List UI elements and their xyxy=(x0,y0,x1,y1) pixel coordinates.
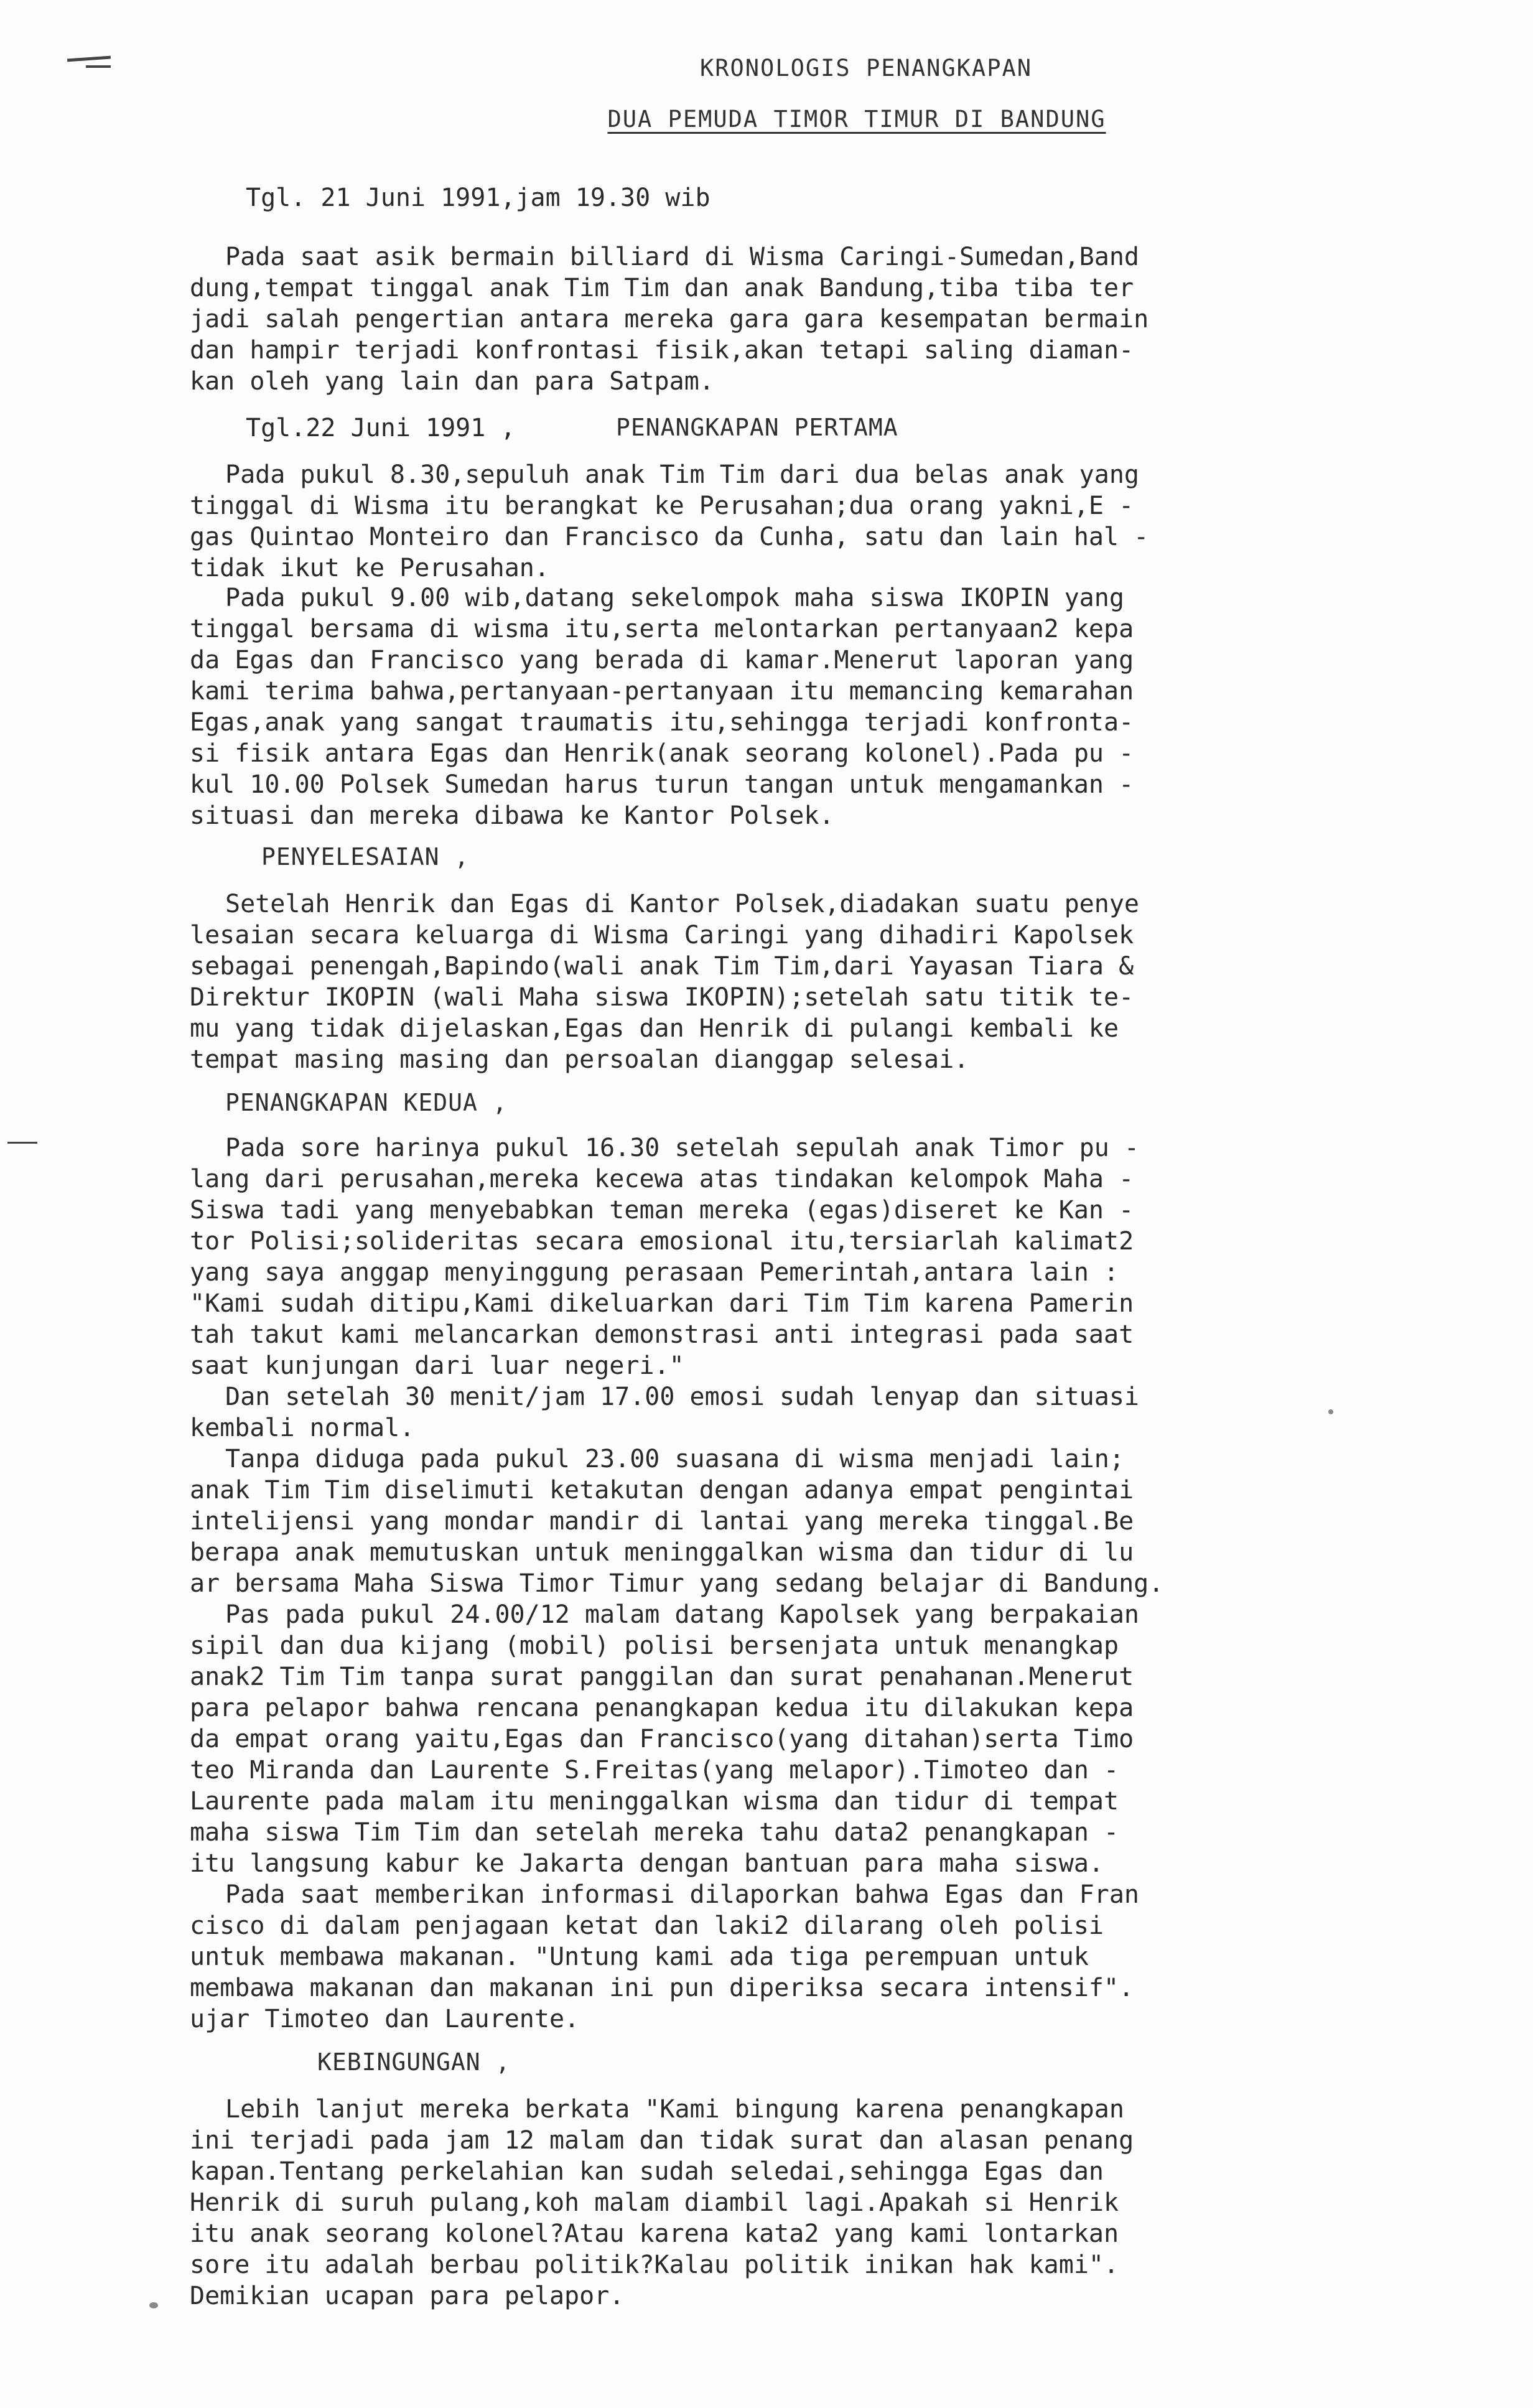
penyelesaian-line: mu yang tidak dijelaskan,Egas dan Henrik di pulangi kembali ke xyxy=(190,1014,1119,1043)
penyelesaian-line: lesaian secara keluarga di Wisma Caringi yang dihadiri Kapolsek xyxy=(190,921,1134,950)
kedua-line: Pada sore harinya pukul 16.30 setelah sepulah anak Timor pu - xyxy=(225,1134,1140,1162)
kedua-line: sipil dan dua kijang (mobil) polisi bersenjata untuk menangkap xyxy=(190,1631,1119,1660)
kedua-line: itu langsung kabur ke Jakarta dengan bantuan para maha siswa. xyxy=(190,1849,1104,1878)
kebingungan-line: Demikian ucapan para pelapor. xyxy=(190,2282,625,2310)
kedua-line: Dan setelah 30 menit/jam 17.00 emosi sudah lenyap dan situasi xyxy=(225,1383,1140,1411)
margin-speck xyxy=(1328,1409,1333,1414)
kedua-line: maha siswa Tim Tim dan setelah mereka tahu data2 penangkapan - xyxy=(190,1818,1119,1847)
document-subtitle: DUA PEMUDA TIMOR TIMUR DI BANDUNG xyxy=(607,106,1106,133)
kedua-line: ar bersama Maha Siswa Timor Timur yang sedang belajar di Bandung. xyxy=(190,1569,1164,1598)
penyelesaian-line: tempat masing masing dan persoalan dianggap selesai. xyxy=(190,1045,969,1074)
entry1-line: jadi salah pengertian antara mereka gara gara kesempatan bermain xyxy=(190,305,1149,334)
penyelesaian-line: Setelah Henrik dan Egas di Kantor Polsek,diadakan suatu penye xyxy=(225,890,1140,918)
kedua-line: Siswa tadi yang menyebabkan teman mereka (egas)diseret ke Kan - xyxy=(190,1196,1134,1225)
kedua-line: untuk membawa makanan. "Untung kami ada tiga perempuan untuk xyxy=(190,1943,1089,1971)
kedua-line: saat kunjungan dari luar negeri." xyxy=(190,1351,684,1380)
kedua-line: cisco di dalam penjagaan ketat dan laki2 dilarang oleh polisi xyxy=(190,1911,1104,1940)
entry2-line: da Egas dan Francisco yang berada di kamar.Menerut laporan yang xyxy=(190,646,1134,674)
kedua-line: Pada saat memberikan informasi dilaporkan bahwa Egas dan Fran xyxy=(225,1880,1140,1909)
kebingungan-line: itu anak seorang kolonel?Atau karena kata2 yang kami lontarkan xyxy=(190,2219,1119,2248)
kebingungan-line: Henrik di suruh pulang,koh malam diambil lagi.Apakah si Henrik xyxy=(190,2188,1119,2217)
kedua-line: intelijensi yang mondar mandir di lantai yang mereka tinggal.Be xyxy=(190,1507,1134,1536)
entry1-line: dung,tempat tinggal anak Tim Tim dan anak Bandung,tiba tiba ter xyxy=(190,274,1134,302)
penyelesaian-line: Direktur IKOPIN (wali Maha siswa IKOPIN);setelah satu titik te- xyxy=(190,983,1134,1012)
entry2-date: Tgl.22 Juni 1991 , xyxy=(246,414,516,442)
kedua-line: Pas pada pukul 24.00/12 malam datang Kapolsek yang berpakaian xyxy=(225,1600,1140,1629)
penyelesaian-heading: PENYELESAIAN , xyxy=(261,843,470,870)
kedua-line: anak Tim Tim diselimuti ketakutan dengan adanya empat pengintai xyxy=(190,1476,1134,1505)
entry2-line: Pada pukul 9.00 wib,datang sekelompok maha siswa IKOPIN yang xyxy=(225,584,1124,612)
entry2-line: situasi dan mereka dibawa ke Kantor Polsek. xyxy=(190,801,834,830)
entry2-line: tinggal di Wisma itu berangkat ke Perusahan;dua orang yakni,E - xyxy=(190,492,1134,520)
kebingungan-line: ini terjadi pada jam 12 malam dan tidak surat dan alasan penang xyxy=(190,2126,1134,2155)
entry2-heading: PENANGKAPAN PERTAMA xyxy=(616,414,898,441)
kedua-line: tah takut kami melancarkan demonstrasi anti integrasi pada saat xyxy=(190,1320,1134,1349)
entry2-line: kul 10.00 Polsek Sumedan harus turun tangan untuk mengamankan - xyxy=(190,770,1134,799)
kedua-line: da empat orang yaitu,Egas dan Francisco(yang ditahan)serta Timo xyxy=(190,1725,1134,1753)
kedua-line: lang dari perusahan,mereka kecewa atas tindakan kelompok Maha - xyxy=(190,1165,1134,1193)
kedua-line: membawa makanan dan makanan ini pun diperiksa secara intensif". xyxy=(190,1974,1134,2002)
kebingungan-line: kapan.Tentang perkelahian kan sudah seledai,sehingga Egas dan xyxy=(190,2157,1104,2186)
kedua-line: para pelapor bahwa rencana penangkapan kedua itu dilakukan kepa xyxy=(190,1694,1134,1722)
margin-mark xyxy=(7,1142,37,1144)
kebingungan-line: Lebih lanjut mereka berkata "Kami bingung karena penangkapan xyxy=(225,2095,1124,2124)
entry1-line: Pada saat asik bermain billiard di Wisma Caringi-Sumedan,Band xyxy=(225,243,1140,271)
kedua-line: teo Miranda dan Laurente S.Freitas(yang melapor).Timoteo dan - xyxy=(190,1756,1119,1785)
entry2-line: Egas,anak yang sangat traumatis itu,sehingga terjadi konfronta- xyxy=(190,708,1134,737)
document-title: KRONOLOGIS PENANGKAPAN xyxy=(699,55,1033,82)
kedua-line: kembali normal. xyxy=(190,1414,415,1442)
entry2-line: tidak ikut ke Perusahan. xyxy=(190,554,549,582)
entry1-line: kan oleh yang lain dan para Satpam. xyxy=(190,367,714,396)
kedua-line: tor Polisi;solideritas secara emosional itu,tersiarlah kalimat2 xyxy=(190,1227,1134,1256)
kedua-line: yang saya anggap menyinggung perasaan Pemerintah,antara lain : xyxy=(190,1258,1119,1287)
entry1-line: dan hampir terjadi konfrontasi fisik,akan tetapi saling diaman- xyxy=(190,336,1134,365)
kedua-line: anak2 Tim Tim tanpa surat panggilan dan surat penahanan.Menerut xyxy=(190,1663,1134,1691)
kedua-line: "Kami sudah ditipu,Kami dikeluarkan dari Tim Tim karena Pamerin xyxy=(190,1289,1134,1318)
kedua-line: Laurente pada malam itu meninggalkan wisma dan tidur di tempat xyxy=(190,1787,1119,1816)
kedua-line: ujar Timoteo dan Laurente. xyxy=(190,2005,580,2033)
entry2-line: Pada pukul 8.30,sepuluh anak Tim Tim dari dua belas anak yang xyxy=(225,460,1140,489)
entry2-line: tinggal bersama di wisma itu,serta melontarkan pertanyaan2 kepa xyxy=(190,615,1134,643)
kebingungan-heading: KEBINGUNGAN , xyxy=(317,2048,511,2076)
kedua-line: berapa anak memutuskan untuk meninggalkan wisma dan tidur di lu xyxy=(190,1538,1134,1567)
entry2-line: kami terima bahwa,pertanyaan-pertanyaan itu memancing kemarahan xyxy=(190,677,1134,706)
kedua-line: Tanpa diduga pada pukul 23.00 suasana di wisma menjadi lain; xyxy=(225,1445,1124,1473)
entry2-line: gas Quintao Monteiro dan Francisco da Cunha, satu dan lain hal - xyxy=(190,523,1149,551)
penyelesaian-line: sebagai penengah,Bapindo(wali anak Tim Tim,dari Yayasan Tiara & xyxy=(190,952,1134,981)
margin-speck xyxy=(149,2302,158,2308)
entry1-date: Tgl. 21 Juni 1991,jam 19.30 wib xyxy=(246,184,711,212)
kebingungan-line: sore itu adalah berbau politik?Kalau politik inikan hak kami". xyxy=(190,2251,1119,2279)
entry2-line: si fisik antara Egas dan Henrik(anak seorang kolonel).Pada pu - xyxy=(190,739,1134,768)
kedua-heading: PENANGKAPAN KEDUA , xyxy=(225,1089,508,1116)
